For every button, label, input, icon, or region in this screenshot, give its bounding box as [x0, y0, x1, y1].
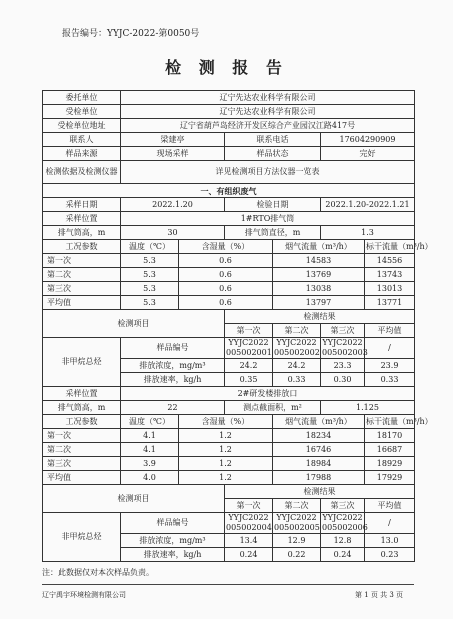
row-source [43, 147, 415, 161]
cond-cell: 17988 [273, 471, 365, 485]
sample-no: YYJC2022 005002001 [226, 338, 272, 357]
conc-cell: 12.9 [273, 534, 321, 548]
value-source: 现场采样 [121, 147, 225, 161]
rate-cell: 0.30 [321, 373, 365, 387]
label-sample-date: 采样日期 [43, 198, 121, 212]
result-header: 第二次 [273, 499, 321, 513]
label-area-2: 测点截面积，m² [225, 401, 321, 415]
label-height-2: 排气筒高，m [43, 401, 121, 415]
pollutant-2: 非甲烷总烃 [43, 513, 121, 562]
cond-cell: 13743 [365, 268, 415, 282]
table-row [43, 457, 415, 471]
cond-cell: 13769 [273, 268, 365, 282]
value-address: 辽宁省葫芦岛经济开发区综合产业园汉江路417号 [121, 119, 415, 133]
cond-cell: 16746 [273, 443, 365, 457]
cond-header: 含湿量（%） [179, 415, 273, 429]
table-row [43, 429, 415, 443]
table-row [43, 268, 415, 282]
result-header: 第三次 [321, 499, 365, 513]
result-header: 平均值 [365, 499, 415, 513]
table-row [43, 471, 415, 485]
cond-cell: 14556 [365, 254, 415, 268]
cond-cell: 16687 [365, 443, 415, 457]
label-diameter-1: 排气筒直径，m [225, 226, 321, 240]
cond-cell: 5.3 [121, 296, 179, 310]
row-location-2 [43, 387, 415, 401]
label-item-1: 检测项目 [43, 310, 225, 338]
cond-cell: 18234 [273, 429, 365, 443]
row-inspected [43, 105, 415, 119]
value-sample-date: 2022.1.20 [121, 198, 225, 212]
value-height-2: 22 [121, 401, 225, 415]
cond-header: 标干流量（m³/h） [365, 415, 415, 429]
cond-cell: 第二次 [43, 268, 121, 282]
cond-cell: 1.2 [179, 457, 273, 471]
value-test-date: 2022.1.20-2022.1.21 [321, 198, 415, 212]
cond-cell: 第三次 [43, 282, 121, 296]
footer-divider [42, 584, 414, 585]
row-address [43, 119, 415, 133]
cond-header: 工况参数 [43, 415, 121, 429]
label-location-2: 采样位置 [43, 387, 121, 401]
value-client: 辽宁先达农业科学有限公司 [121, 91, 415, 105]
cond-header: 烟气流量（m³/h） [273, 240, 365, 254]
cond-cell: 0.6 [179, 254, 273, 268]
cond-cell: 平均值 [43, 296, 121, 310]
result-header: 第三次 [321, 324, 365, 338]
cond-cell: 0.6 [179, 268, 273, 282]
rate-cell: 0.33 [365, 373, 415, 387]
report-number: 报告编号：YYJC-2022-第0050号 [62, 29, 200, 39]
label-conc-1: 排放浓度，mg/m³ [121, 359, 225, 373]
page-number: 第 1 页 共 3 页 [355, 591, 404, 599]
pollutant-1: 非甲烷总烃 [43, 338, 121, 387]
cond-cell: 5.3 [121, 268, 179, 282]
cond-cell: 1.2 [179, 443, 273, 457]
label-address: 受检单位地址 [43, 119, 121, 133]
label-sample-no-1: 样品编号 [121, 338, 225, 359]
conc-cell: 23.9 [365, 359, 415, 373]
report-note: 注：此数据仅对本次样品负责。 [42, 568, 154, 577]
cond-cell: 18984 [273, 457, 365, 471]
value-inspected: 辽宁先达农业科学有限公司 [121, 105, 415, 119]
row-section-title [43, 184, 415, 198]
cond-cell: 第三次 [43, 457, 121, 471]
row-basis [43, 161, 415, 184]
cond-cell: 第一次 [43, 254, 121, 268]
cond-cell: 第二次 [43, 443, 121, 457]
cond-cell: 13771 [365, 296, 415, 310]
conc-cell: 12.8 [321, 534, 365, 548]
cond-cell: 18170 [365, 429, 415, 443]
value-location-1: 1#RTO排气筒 [121, 212, 415, 226]
cond-header: 烟气流量（m³/h） [273, 415, 365, 429]
cond-header: 温度（℃） [121, 415, 179, 429]
sample-no: YYJC2022 005002006 [322, 513, 368, 532]
row-location-1 [43, 212, 415, 226]
sample-no: YYJC2022 005002004 [226, 513, 272, 532]
rate-cell: 0.22 [273, 548, 321, 562]
result-header: 第二次 [273, 324, 321, 338]
label-basis: 检测依据及检测仪器 [43, 161, 121, 184]
row-cond-header-1 [43, 240, 415, 254]
value-state: 完好 [321, 147, 415, 161]
row-client [43, 91, 415, 105]
value-height-1: 30 [121, 226, 225, 240]
cond-cell: 5.3 [121, 282, 179, 296]
row-height-1 [43, 226, 415, 240]
result-header: 第一次 [225, 499, 273, 513]
footer-company: 辽宁禹宇环境检测有限公司 [42, 591, 126, 599]
row-cond-header-2 [43, 415, 415, 429]
table-row [43, 254, 415, 268]
label-client: 委托单位 [43, 91, 121, 105]
cond-cell: 3.9 [121, 457, 179, 471]
rate-cell: 0.24 [225, 548, 273, 562]
label-result-1: 检测结果 [225, 310, 415, 324]
label-test-date: 检验日期 [225, 198, 321, 212]
value-location-2: 2#研发楼排放口 [121, 387, 415, 401]
rate-cell: 0.35 [225, 373, 273, 387]
sample-no: / [365, 513, 415, 534]
label-inspected: 受检单位 [43, 105, 121, 119]
cond-cell: 1.2 [179, 471, 273, 485]
row-result-title-2 [43, 485, 415, 499]
label-item-2: 检测项目 [43, 485, 225, 513]
cond-header: 温度（℃） [121, 240, 179, 254]
cond-cell: 13038 [273, 282, 365, 296]
value-contact: 梁建亭 [121, 133, 225, 147]
cond-cell: 17929 [365, 471, 415, 485]
sample-no: / [365, 338, 415, 359]
rate-cell: 0.24 [321, 548, 365, 562]
cond-header: 工况参数 [43, 240, 121, 254]
cond-cell: 0.6 [179, 282, 273, 296]
cond-cell: 18929 [365, 457, 415, 471]
row-sample-no-1 [43, 338, 415, 359]
value-diameter-1: 1.3 [321, 226, 415, 240]
label-height-1: 排气筒高，m [43, 226, 121, 240]
result-header: 平均值 [365, 324, 415, 338]
value-basis: 详见检测项目方法仪器一览表 [121, 161, 415, 184]
label-rate-1: 排放速率，kg/h [121, 373, 225, 387]
report-title: 检 测 报 告 [165, 58, 288, 77]
cond-cell: 4.1 [121, 443, 179, 457]
cond-header: 标干流量（m³/h） [365, 240, 415, 254]
sample-no: YYJC2022 005002003 [322, 338, 368, 357]
table-row [43, 296, 415, 310]
row-dates [43, 198, 415, 212]
value-area-2: 1.125 [321, 401, 415, 415]
cond-header: 含湿量（%） [179, 240, 273, 254]
cond-cell: 1.2 [179, 429, 273, 443]
cond-cell: 5.3 [121, 254, 179, 268]
cond-cell: 第一次 [43, 429, 121, 443]
cond-cell: 平均值 [43, 471, 121, 485]
cond-cell: 0.6 [179, 296, 273, 310]
rate-cell: 0.33 [273, 373, 321, 387]
label-phone: 联系电话 [225, 133, 321, 147]
result-header: 第一次 [225, 324, 273, 338]
row-contact [43, 133, 415, 147]
label-result-2: 检测结果 [225, 485, 415, 499]
cond-cell: 13797 [273, 296, 365, 310]
section-title: 一、有组织废气 [43, 184, 415, 198]
label-contact: 联系人 [43, 133, 121, 147]
sample-no: YYJC2022 005002005 [274, 513, 320, 532]
conc-cell: 23.3 [321, 359, 365, 373]
label-state: 样品状态 [225, 147, 321, 161]
cond-cell: 14583 [273, 254, 365, 268]
rate-cell: 0.23 [365, 548, 415, 562]
conc-cell: 13.4 [225, 534, 273, 548]
label-conc-2: 排放浓度，mg/m³ [121, 534, 225, 548]
sample-no: YYJC2022 005002002 [274, 338, 320, 357]
label-location-1: 采样位置 [43, 212, 121, 226]
label-sample-no-2: 样品编号 [121, 513, 225, 534]
conc-cell: 24.2 [225, 359, 273, 373]
cond-cell: 4.1 [121, 429, 179, 443]
row-sample-no-2 [43, 513, 415, 534]
report-table [42, 90, 433, 562]
cond-cell: 13013 [365, 282, 415, 296]
conc-cell: 13.0 [365, 534, 415, 548]
row-result-title-1 [43, 310, 415, 324]
table-row [43, 443, 415, 457]
cond-cell: 4.0 [121, 471, 179, 485]
label-rate-2: 排放速率，kg/h [121, 548, 225, 562]
row-height-2 [43, 401, 415, 415]
conc-cell: 24.2 [273, 359, 321, 373]
label-source: 样品来源 [43, 147, 121, 161]
value-phone: 17604290909 [321, 133, 415, 147]
table-row [43, 282, 415, 296]
